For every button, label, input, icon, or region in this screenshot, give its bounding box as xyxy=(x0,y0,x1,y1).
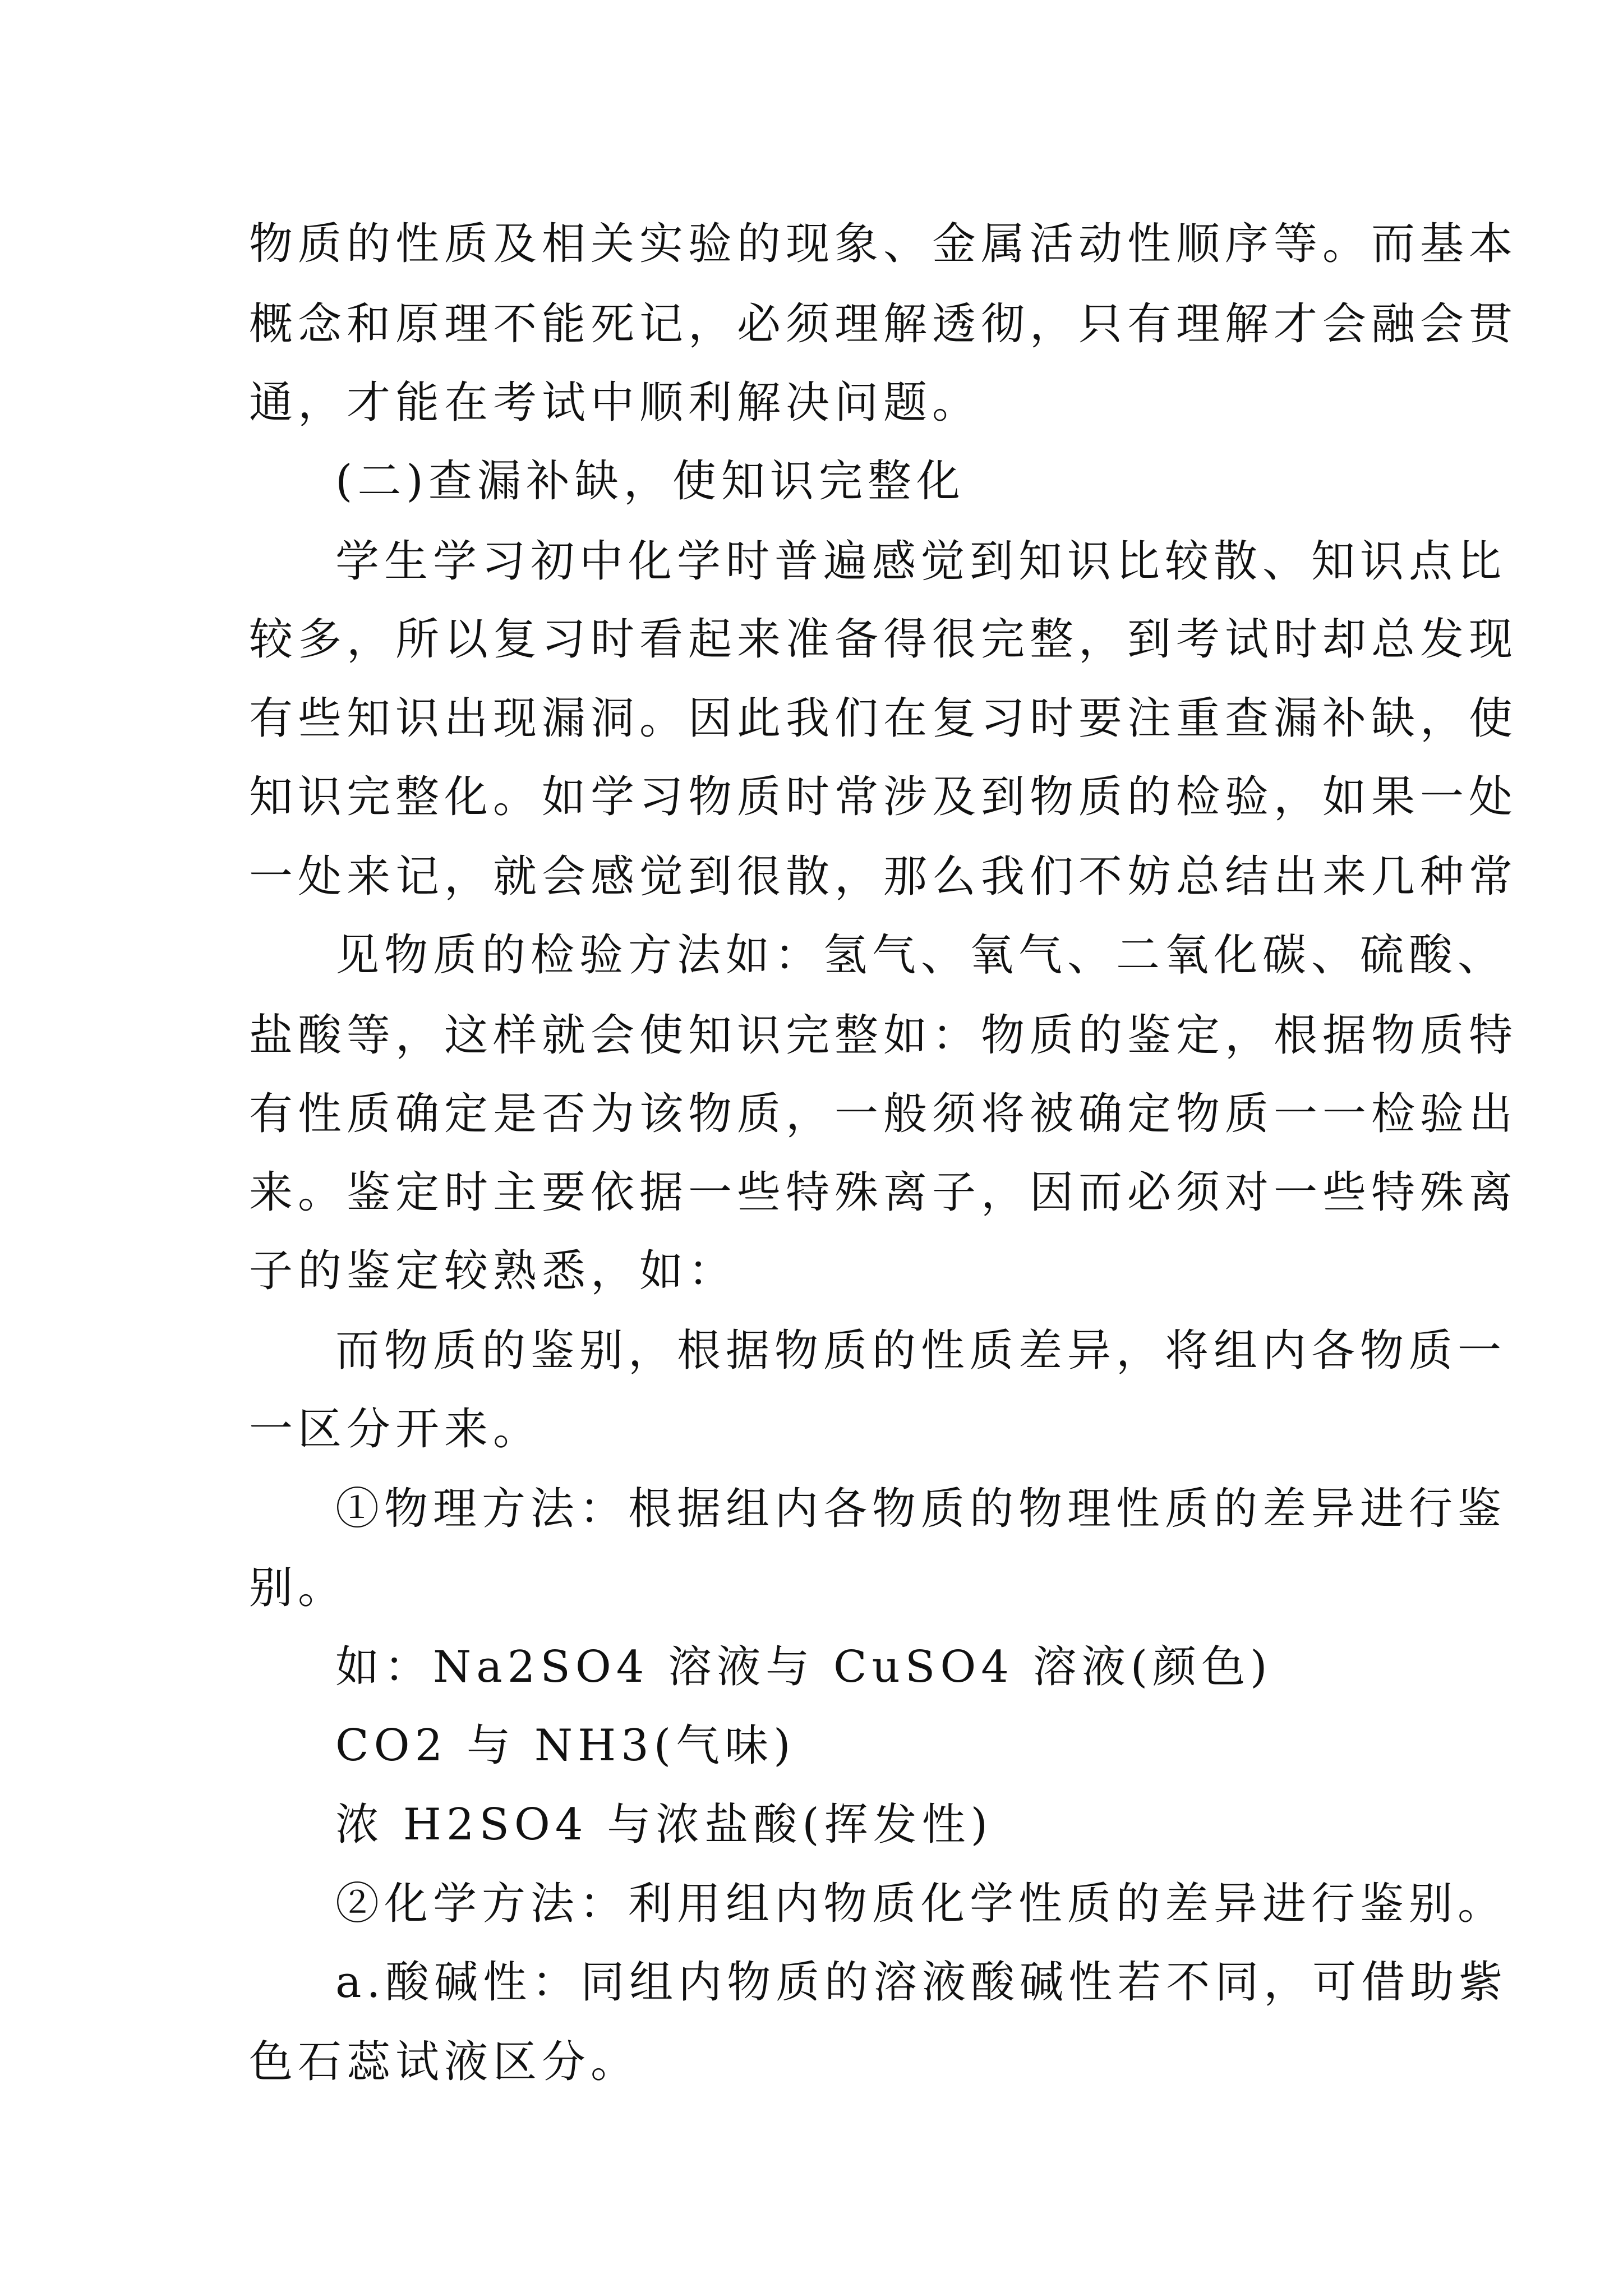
text-line-18: 别。 xyxy=(249,1563,347,1613)
text-line-14: 子的鉴定较熟悉，如： xyxy=(249,1246,737,1296)
text-line-9: 一处来记，就会感觉到很散，那么我们不妨总结出来几种常 xyxy=(249,852,1518,902)
text-line-16: 一区分开来。 xyxy=(249,1404,542,1455)
text-line-10: 见物质的检验方法如：氢气、氧气、二氧化碳、硫酸、 xyxy=(335,930,1507,981)
text-line-12: 有性质确定是否为该物质，一般须将被确定物质一一检验出 xyxy=(249,1089,1518,1139)
text-line-2: 概念和原理不能死记，必须理解透彻，只有理解才会融会贯 xyxy=(249,299,1518,349)
section-heading: (二)查漏补缺，使知识完整化 xyxy=(335,456,965,507)
text-line-11: 盐酸等，这样就会使知识完整如：物质的鉴定，根据物质特 xyxy=(249,1010,1518,1061)
text-line-20: CO2 与 NH3(气味) xyxy=(335,1720,796,1771)
text-line-22: ②化学方法：利用组内物质化学性质的差异进行鉴别。 xyxy=(335,1879,1507,1929)
text-line-1: 物质的性质及相关实验的现象、金属活动性顺序等。而基本 xyxy=(249,219,1518,269)
text-line-6: 较多，所以复习时看起来准备得很完整，到考试时却总发现 xyxy=(249,614,1518,665)
text-line-13: 来。鉴定时主要依据一些特殊离子，因而必须对一些特殊离 xyxy=(249,1167,1518,1218)
text-line-23: a.酸碱性：同组内物质的溶液酸碱性若不同，可借助紫 xyxy=(335,1957,1508,2008)
text-line-15: 而物质的鉴别，根据物质的性质差异，将组内各物质一 xyxy=(335,1326,1507,1376)
text-line-19: 如：Na2SO4 溶液与 CuSO4 溶液(颜色) xyxy=(335,1642,1272,1692)
text-line-5: 学生学习初中化学时普遍感觉到知识比较散、知识点比 xyxy=(335,536,1507,587)
text-line-7: 有些知识出现漏洞。因此我们在复习时要注重查漏补缺，使 xyxy=(249,693,1518,744)
text-line-8: 知识完整化。如学习物质时常涉及到物质的检验，如果一处 xyxy=(249,772,1518,822)
text-line-17: ①物理方法：根据组内各物质的物理性质的差异进行鉴 xyxy=(335,1484,1507,1534)
text-line-3: 通，才能在考试中顺利解决问题。 xyxy=(249,378,981,428)
text-line-21: 浓 H2SO4 与浓盐酸(挥发性) xyxy=(335,1800,993,1850)
text-line-24: 色石蕊试液区分。 xyxy=(249,2037,640,2087)
